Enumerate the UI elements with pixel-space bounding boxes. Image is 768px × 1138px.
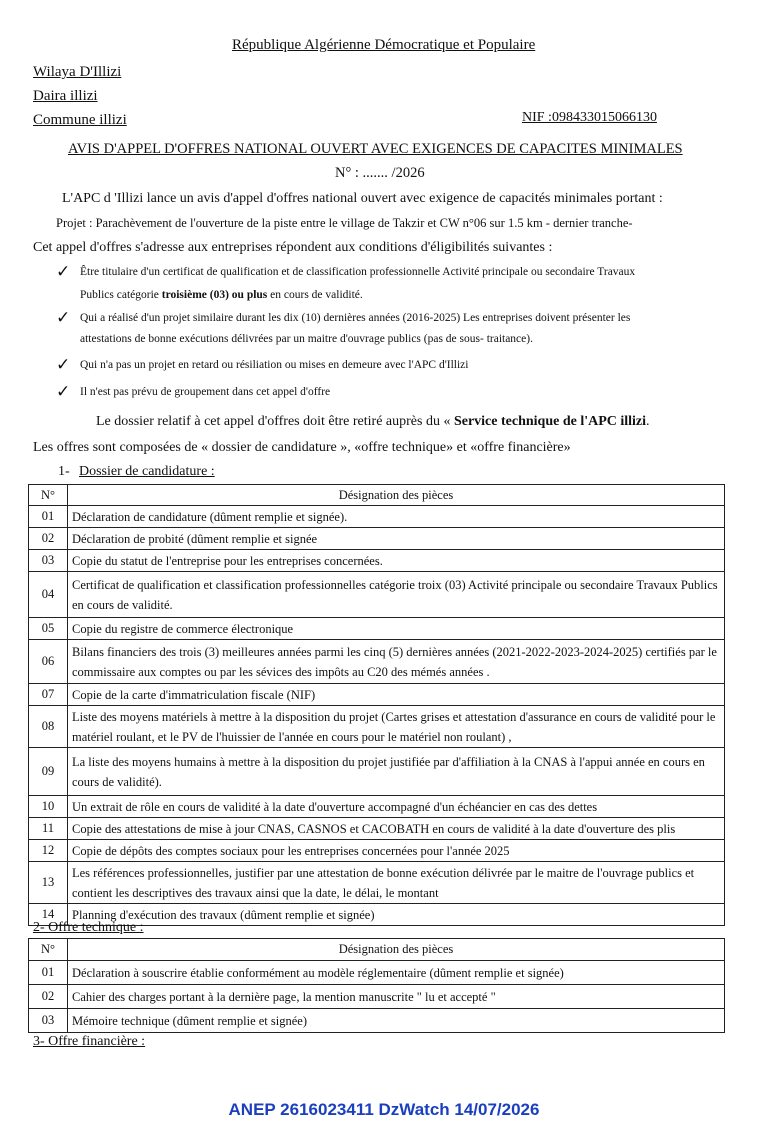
row-designation: Bilans financiers des trois (3) meilleures années parmi les cinq (5) dernières années (2021-2022-2023-2024-2025) certifiés par le commissaire aux comptes ou par les sévices des impôts au C20 des mémés années . [68,640,725,684]
table-row [29,748,725,796]
commune-label: Commune illizi [33,112,127,128]
row-designation: Copie du registre de commerce électronique [68,618,725,640]
condition-4: Il n'est pas prévu de groupement dans cet appel d'offre [80,386,331,398]
section1-title: Dossier de candidature : [79,464,215,479]
table-row [29,862,725,904]
row-number: 03 [29,550,68,572]
projet-line: Projet : Parachèvement de l'ouverture de la piste entre le village de Takzir et CW n°06 sur 1.5 km - dernier tranche- [56,216,633,230]
row-number: 05 [29,618,68,640]
row-number: 14 [29,904,68,926]
table-row [29,572,725,618]
table-row [29,550,725,572]
section1-prefix: 1- [58,464,70,479]
row-designation: Copie de la carte d'immatriculation fiscale (NIF) [68,684,725,706]
row-designation: Cahier des charges portant à la dernière page, la mention manuscrite " lu et accepté " [68,985,725,1009]
row-designation: Les références professionnelles, justifier par une attestation de bonne exécution délivrée par le maitre de l'ouvrage publics et contient les descriptives des travaux ainsi que la date, le délai, le montant [68,862,725,904]
row-number: 13 [29,862,68,904]
table-header-row [29,939,725,961]
row-number: 01 [29,961,68,985]
candidature-table [28,484,725,926]
row-designation: Déclaration de candidature (dûment remplie et signée). [68,506,725,528]
row-number: 12 [29,840,68,862]
table-row [29,528,725,550]
row-number: 06 [29,640,68,684]
table-row [29,506,725,528]
row-number: 02 [29,985,68,1009]
eligibility-text: Cet appel d'offres s'adresse aux entreprises répondent aux conditions d'éligibilités suivantes : [33,240,553,255]
row-number: 01 [29,506,68,528]
table-row [29,706,725,748]
condition-1-line2: Publics catégorie troisième (03) ou plus en cours de validité. [80,289,363,301]
condition-3: Qui n'a pas un projet en retard ou résiliation ou mises en demeure avec l'APC d'Illizi [80,359,469,371]
col-number-header: N° [29,485,68,506]
table-row [29,961,725,985]
offres-text: Les offres sont composées de « dossier de candidature », «offre technique» et «offre financière» [33,440,571,455]
row-designation: Déclaration à souscrire établie conformément au modèle réglementaire (dûment remplie et signée) [68,961,725,985]
table-row [29,640,725,684]
wilaya-label: Wilaya D'Illizi [33,64,122,80]
row-number: 10 [29,796,68,818]
check-icon: ✓ [56,355,71,375]
row-number: 02 [29,528,68,550]
row-designation: Copie des attestations de mise à jour CNAS, CASNOS et CACOBATH en cours de validité à la date d'ouverture des plis [68,818,725,840]
row-designation: Copie du statut de l'entreprise pour les entreprises concernées. [68,550,725,572]
table-row [29,1009,725,1033]
row-designation: Planning d'exécution des travaux (dûment remplie et signée) [68,904,725,926]
col-designation-header: Désignation des pièces [68,485,725,506]
row-designation: Liste des moyens matériels à mettre à la disposition du projet (Cartes grises et attestation d'assurance en cours de validité pour le matériel roulant, et le PV de l'huissier de l'année en cours pour le matériel non roulant) , [68,706,725,748]
section3-title: 3- Offre financière : [33,1034,146,1049]
col-number-header: N° [29,939,68,961]
intro-text: L'APC d 'Illizi lance un avis d'appel d'offres national ouvert avec exigence de capacités minimales portant : [62,191,663,206]
row-number: 03 [29,1009,68,1033]
dossier-text: Le dossier relatif à cet appel d'offres doit être retiré auprès du « Service technique de l'APC illizi. [96,414,650,429]
row-designation: La liste des moyens humains à mettre à la disposition du projet justifiée par d'affiliation à la CNAS à l'appui année en cours en cours de validité). [68,748,725,796]
nif-label: NIF :098433015066130 [522,110,657,125]
table-row [29,684,725,706]
col-designation-header: Désignation des pièces [68,939,725,961]
daira-label: Daira illizi [33,88,98,104]
row-designation: Déclaration de probité (dûment remplie et signée [68,528,725,550]
section2-title: 2- Offre technique : [33,920,144,935]
condition-2-line1: Qui a réalisé d'un projet similaire durant les dix (10) dernières années (2016-2025) Les entreprises doivent présenter les [80,312,631,324]
condition-1-line1: Être titulaire d'un certificat de qualification et de classification professionnelle Activité principale ou secondaire Travaux [80,266,636,278]
row-designation: Copie de dépôts des comptes sociaux pour les entreprises concernées pour l'année 2025 [68,840,725,862]
row-designation: Mémoire technique (dûment remplie et signée) [68,1009,725,1033]
row-designation: Certificat de qualification et classification professionnelles catégorie troix (03) Activité principale ou secondaire Travaux Publics en cours de validité. [68,572,725,618]
table-row [29,618,725,640]
row-number: 11 [29,818,68,840]
row-number: 07 [29,684,68,706]
check-icon: ✓ [56,308,71,328]
table-header-row [29,485,725,506]
table-row [29,796,725,818]
table-row [29,840,725,862]
check-icon: ✓ [56,382,71,402]
anep-footer: ANEP 2616023411 DzWatch 14/07/2026 [228,1100,540,1119]
condition-2-line2: attestations de bonne exécutions délivrées par un maitre d'ouvrage publics (pas de sous- traitance). [80,333,533,345]
row-number: 09 [29,748,68,796]
technique-table [28,938,725,1033]
row-number: 08 [29,706,68,748]
table-row [29,818,725,840]
table-row [29,985,725,1009]
check-icon: ✓ [56,262,71,282]
republic-heading: République Algérienne Démocratique et Populaire [232,37,536,53]
notice-number: N° : ....... /2026 [335,165,425,181]
notice-title: AVIS D'APPEL D'OFFRES NATIONAL OUVERT AVEC EXIGENCES DE CAPACITES MINIMALES [68,141,683,157]
row-number: 04 [29,572,68,618]
row-designation: Un extrait de rôle en cours de validité à la date d'ouverture accompagné d'un échéancier en cas des dettes [68,796,725,818]
